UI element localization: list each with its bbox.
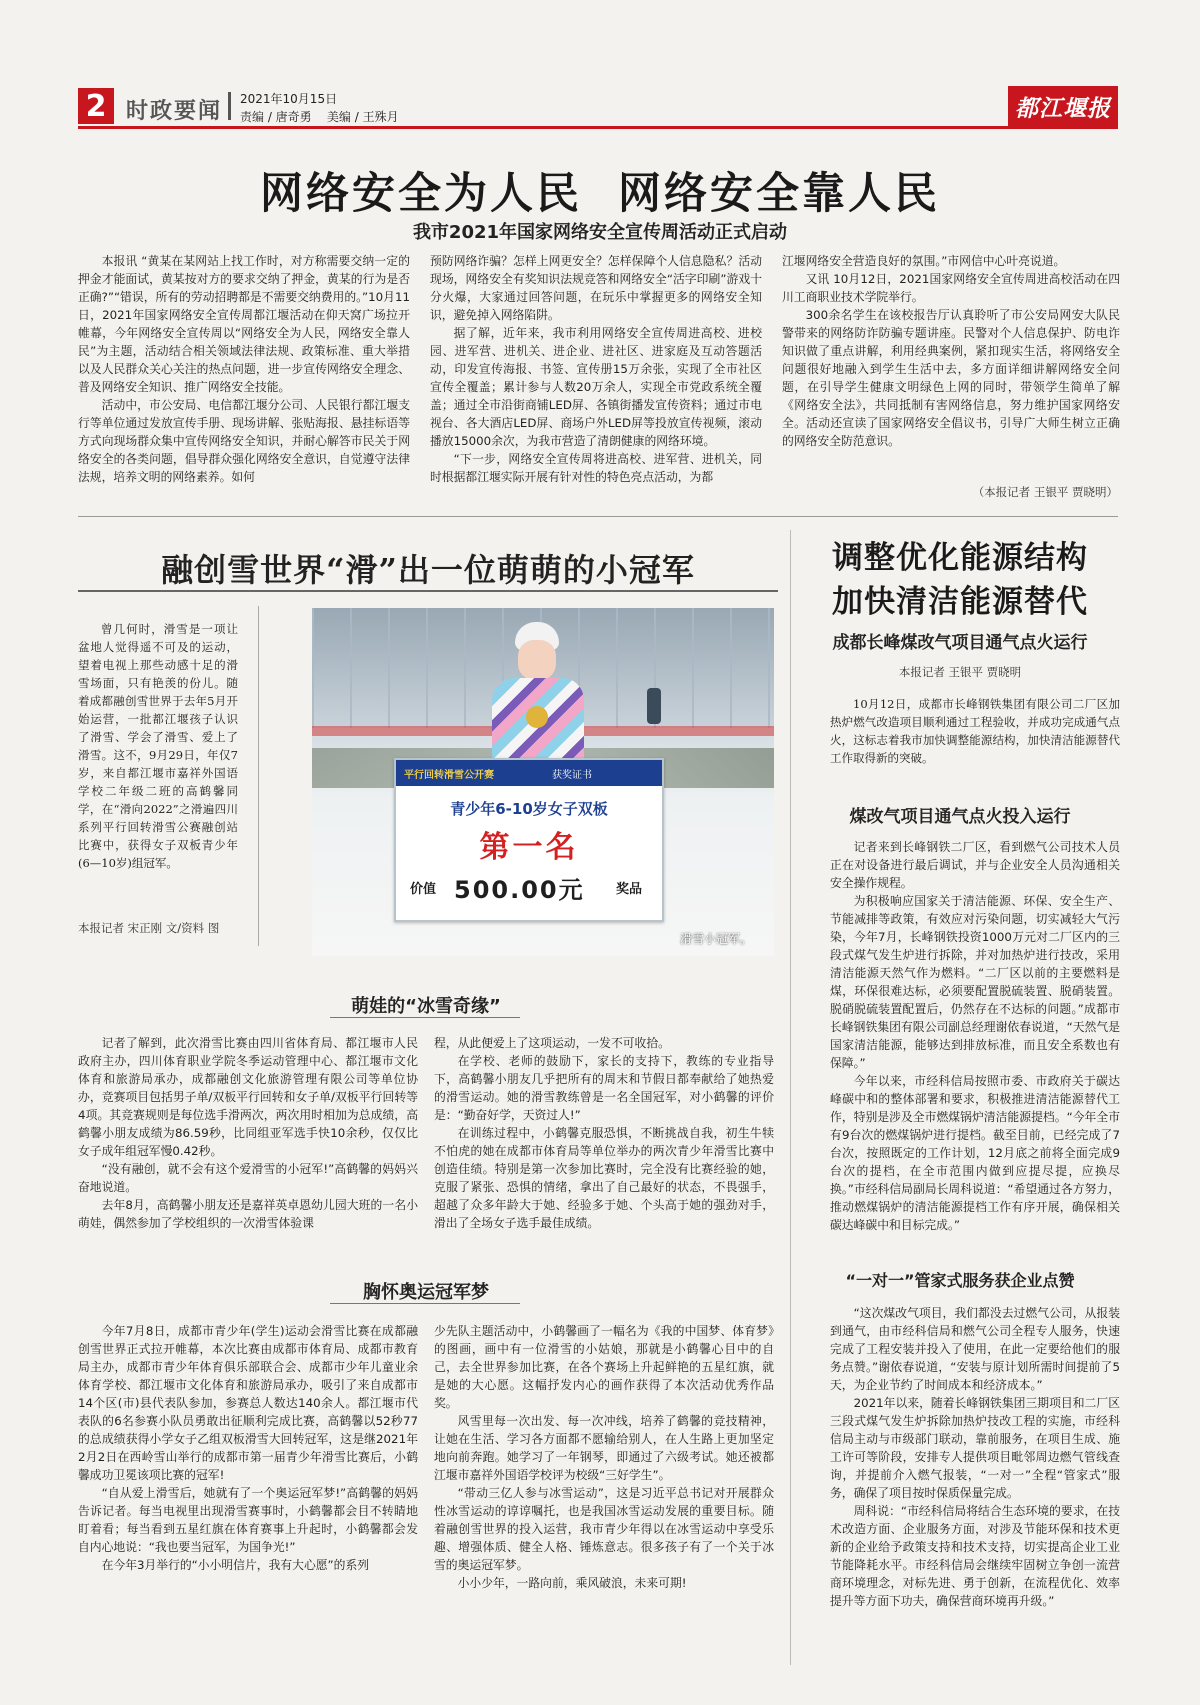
paragraph: 在今年3月举行的“小小明信片，我有大心愿”的系列 bbox=[101, 1558, 370, 1572]
energy-headline bbox=[800, 536, 1120, 624]
ski-subhead-1: 萌娃的“冰雪奇缘” bbox=[351, 996, 501, 1017]
paragraph: 预防网络诈骗？怎样上网更安全？怎样保障个人信息隐私？活动现场，网络安全有奖知识法规竞答和网络安全“活字印刷”游戏十分火爆，大家通过回答问题，在玩乐中掌握更多的网络安全知识，避免掉入网络陷阱。 bbox=[430, 254, 762, 322]
subhead-underline bbox=[330, 1017, 520, 1018]
board-cert: 获奖证书 bbox=[552, 770, 592, 781]
board-group: 青少年6-10岁女子双板 bbox=[450, 800, 608, 818]
paragraph: 记者来到长峰钢铁二厂区，看到燃气公司技术人员正在对设备进行最后调试，并与企业安全人员沟通相关安全操作规程。 bbox=[830, 840, 1120, 890]
ski-s1-column-2 bbox=[434, 1034, 774, 1232]
subhead-underline bbox=[330, 1303, 520, 1304]
paragraph: “自从爱上滑雪后，她就有了一个奥运冠军梦!”高鹤馨的妈妈告诉记者。每当电视里出现滑雪赛事时，小鹤馨都会目不转睛地盯着看；每当看到五星红旗在体育赛事上升起时，小鹤馨都会发自内心地说：“我也要当冠军，为国争光!” bbox=[78, 1486, 418, 1554]
energy-subhead-2: “一对一”管家式服务获企业点赞 bbox=[845, 1271, 1075, 1290]
paragraph: 2021年以来，随着长峰钢铁集团三期项目和二厂区三段式煤气发生炉拆除加热炉技改工程的实施，市经科信局主动与市级部门联动，靠前服务，在项目生成、施工许可等阶段，安排专人提供项目毗邻周边燃气管线查询，并提前介入燃气报装，“一对一”全程“管家式”服务，确保了项目按时保质保量完成。 bbox=[830, 1396, 1120, 1500]
paragraph: 去年8月，高鹤馨小朋友还是嘉祥英卓恩幼儿园大班的一名小萌娃，偶然参加了学校组织的一次滑雪体验课 bbox=[78, 1198, 418, 1230]
section-title: 时政要闻 bbox=[126, 98, 223, 124]
section-divider bbox=[228, 92, 231, 120]
ski-intro: 曾几何时，滑雪是一项让盆地人觉得遥不可及的运动，望着电视上那些动感十足的滑雪场面，只有艳羡的份儿。随着成都融创雪世界于去年5月开始运营，一批都江堰孩子认识了滑雪、学会了滑雪、爱上了滑雪。这不，9月29日，年仅7岁，来自都江堰市嘉祥外国语学校二年级二班的高鹤馨同学，在“滑向2022”之滑遍四川系列平行回转滑雪公赛融创站比赛中，获得女子双板青少年(6—10岁)组冠军。 bbox=[78, 622, 238, 870]
board-value-label: 价值 bbox=[410, 882, 437, 897]
section-rule bbox=[78, 516, 1118, 517]
page-number: 2 bbox=[78, 88, 114, 124]
paragraph: “下一步，网络安全宣传周将进高校、进军营、进机关，同时根据都江堰实际开展有针对性的特色亮点活动，为都 bbox=[430, 452, 762, 484]
paragraph: 记者了解到，此次滑雪比赛由四川省体育局、都江堰市人民政府主办，四川体育职业学院冬季运动管理中心、都江堰市文化体育和旅游局承办，成都融创文化旅游管理有限公司等单位协办，竞赛项目包括男子单/双板平行回转和女子单/双板平行回转等4项。其竞赛规则是每位选手滑两次，两次用时相加为总成绩，高鹤馨小朋友成绩为86.59秒，比同组亚军选手快10余秒，仅仅比女子成年组冠军慢0.42秒。 bbox=[78, 1036, 418, 1158]
vertical-rule bbox=[258, 606, 259, 946]
board-prize: 奖品 bbox=[616, 882, 643, 897]
ski-credit: 本报记者 宋正刚 文/资料 图 bbox=[78, 921, 220, 935]
ski-s2-column-2 bbox=[434, 1322, 774, 1592]
energy-headline-line-2: 加快清洁能源替代 bbox=[832, 584, 1088, 620]
paragraph: “这次煤改气项目，我们都没去过燃气公司，从报装到通气，由市经科信局和燃气公司全程专人服务，快速完成了工程安装并投入了使用，在此一定要给他们的服务点赞。”谢依春说道，“安装与原计划所需时间提前了5天，为企业节约了时间成本和经济成本。” bbox=[830, 1306, 1120, 1392]
photo-caption: 滑雪小冠军。 bbox=[680, 932, 753, 946]
paragraph: 程，从此便爱上了这项运动，一发不可收拾。 bbox=[434, 1036, 670, 1050]
paragraph: 今年以来，市经科信局按照市委、市政府关于碳达峰碳中和的整体部署和要求，积极推进清洁能源替代工作，特别是涉及全市燃煤锅炉清洁能源提档。“今年全市有9台次的燃煤锅炉进行提档。截至目前，已经完成了7台次，按照既定的工作计划，12月底之前将全面完成9台次的提档，在全市范围内做到应提尽提，应换尽换。”市经科信局副局长周科说道：“希望通过各方努力，推动燃煤锅炉的清洁能源提档工作有序开展，确保相关碳达峰碳中和目标完成。” bbox=[830, 1074, 1120, 1232]
prize-board bbox=[394, 758, 664, 922]
ski-s2-column-1 bbox=[78, 1322, 418, 1574]
ski-headline: 融创雪世界“滑”出一位萌萌的小冠军 bbox=[161, 551, 695, 589]
medal bbox=[526, 706, 548, 728]
paragraph: “没有融创，就不会有这个爱滑雪的小冠军!”高鹤馨的妈妈兴奋地说道。 bbox=[78, 1162, 418, 1194]
paragraph: 为积极响应国家关于清洁能源、环保、安全生产、节能减排等政策，有效应对污染问题，切实减轻大气污染，今年7月，长峰钢铁投资1000万元对二厂区内的三段式煤气发生炉进行拆除，并对加热炉进行技改，采用清洁能源天然气作为燃料。“二厂区以前的主要燃料是煤，环保很难达标，必须要配置脱硫装置、脱硝装置。脱硝脱硫装置配置后，仍然存在不达标的问题。”成都市长峰钢铁集团有限公司副总经理谢依春说道，“天然气是国家清洁能源，能够达到排放标准，而且安全系数也有保障。” bbox=[830, 894, 1120, 1070]
lead-subheadline: 我市2021年国家网络安全宣传周活动正式启动 bbox=[412, 222, 788, 243]
lead-column-3 bbox=[782, 252, 1120, 450]
paragraph: 江堰网络安全营造良好的氛围。”市网信中心叶亮说道。 bbox=[782, 254, 1066, 268]
ski-photo bbox=[312, 608, 774, 956]
energy-subhead-1: 煤改气项目通气点火投入运行 bbox=[849, 807, 1071, 827]
ski-headline-rule bbox=[78, 590, 778, 592]
paragraph: 小小少年，一路向前，乘风破浪，未来可期! bbox=[457, 1576, 687, 1590]
energy-byline: 本报记者 王银平 贾晓明 bbox=[898, 665, 1022, 679]
paragraph: 本报讯 “黄某在某网站上找工作时，对方称需要交纳一定的押金才能面试，黄某按对方的要求交纳了押金，黄某的行为是否正确?”“错误，所有的劳动招聘都是不需要交纳费用的。”10月11日，2021年国家网络安全宣传周都江堰活动在仰天窝广场拉开帷幕，今年网络安全宣传周以“网络安全为人民，网络安全靠人民”为主题，活动结合相关领域法律法规、政策标准、重大举措以及人民群众关心关注的热点问题，进一步宣传网络安全理念、普及网络安全知识、推广网络安全技能。 bbox=[78, 254, 410, 394]
lead-byline: （本报记者 王银平 贾晓明） bbox=[972, 485, 1118, 499]
energy-s2-body bbox=[830, 1304, 1120, 1610]
paragraph: 风雪里每一次出发、每一次冲线，培养了鹤馨的竞技精神，让她在生活、学习各方面都不愿输给别人，在人生路上更加坚定地向前奔跑。她学习了一年钢琴，即通过了六级考试。她还被都江堰市嘉祥外国语学校评为校级“三好学生”。 bbox=[434, 1414, 774, 1482]
board-value: 500.00元 bbox=[454, 876, 585, 904]
face bbox=[518, 640, 556, 680]
paragraph: 活动中，市公安局、电信都江堰分公司、人民银行都江堰支行等单位通过发放宣传手册、现场讲解、张贴海报、悬挂标语等方式向现场群众集中宣传网络安全知识，并耐心解答市民关于网络安全的各类问题，倡导群众强化网络安全意识，自觉遵守法律法规，培养文明的网络素养。如何 bbox=[78, 398, 410, 484]
paragraph: 今年7月8日，成都市青少年(学生)运动会滑雪比赛在成都融创雪世界正式拉开帷幕，本次比赛由成都市体育局、成都市教育局主办，成都市青少年体育俱乐部联合会、成都市少年儿童业余体育学校、都江堰市文化体育和旅游局承办，吸引了来自成都市14个区(市)县代表队参加，参赛总人数达140余人。都江堰市代表队的6名参赛小队员勇敢出征顺利完成比赛，高鹤馨以52秒77的总成绩获得小学女子乙组双板滑雪大回转冠军，这是继2021年2月2日在西岭雪山举行的成都市第一届青少年滑雪比赛后，小鹤馨成功卫冕该项比赛的冠军! bbox=[78, 1324, 418, 1482]
paragraph: 在训练过程中，小鹤馨克服恐惧，不断挑战自我，初生牛犊不怕虎的她在成都市体育局等单位举办的两次青少年滑雪比赛中创造佳绩。特别是第一次参加比赛时，完全没有比赛经验的她，克服了紧张、恐惧的情绪，拿出了自己最好的状态，不畏强手，超越了众多年龄大于她、经验多于她、个头高于她的强劲对手，滑出了全场女子选手最佳成绩。 bbox=[434, 1126, 774, 1230]
paper-logo: 都江堰报 bbox=[1008, 86, 1118, 126]
issue-date: 2021年10月15日 bbox=[240, 92, 338, 106]
energy-s1-body bbox=[830, 838, 1120, 1234]
paragraph: 又讯 10月12日，2021国家网络安全宣传周进高校活动在四川工商职业技术学院举行。 bbox=[782, 272, 1120, 304]
lead-headline: 网络安全为人民 网络安全靠人民 bbox=[260, 169, 940, 219]
column-divider bbox=[790, 530, 791, 1665]
lead-column-2 bbox=[430, 252, 762, 486]
lead-column-1 bbox=[78, 252, 410, 486]
paragraph: 少先队主题活动中，小鹤馨画了一幅名为《我的中国梦、体育梦》的图画，画中有一位滑雪的小姑娘，那就是小鹤馨心目中的自己，去全世界参加比赛，在各个赛场上升起鲜艳的五星红旗，就是她的大心愿。这幅抒发内心的画作获得了本次活动优秀作品奖。 bbox=[434, 1324, 774, 1410]
energy-subheadline: 成都长峰煤改气项目通气点火运行 bbox=[832, 633, 1088, 653]
ski-subhead-2: 胸怀奥运冠军梦 bbox=[363, 1282, 489, 1303]
editors-line: 责编 / 唐奇勇 美编 / 王殊月 bbox=[240, 110, 399, 124]
skier-figure bbox=[647, 688, 661, 724]
energy-intro: 10月12日，成都市长峰钢铁集团有限公司二厂区加热炉燃气改造项目顺利通过工程验收，并成功完成通气点火，这标志着我市加快调整能源结构，加快清洁能源替代工作取得新的突破。 bbox=[830, 697, 1120, 765]
board-event: 平行回转滑雪公开赛 bbox=[404, 770, 494, 781]
ski-s1-column-1 bbox=[78, 1034, 418, 1232]
paragraph: 300余名学生在该校报告厅认真聆听了市公安局网安大队民警带来的网络防诈防骗专题讲座。民警对个人信息保护、防电诈知识做了重点讲解，利用经典案例，紧扣现实生活，将网络安全问题很好地融入到学生生活中去，多方面详细讲解网络安全问题，在引导学生健康文明绿色上网的同时，带领学生简单了解《网络安全法》，共同抵制有害网络信息，努力维护国家网络安全。活动还宣读了国家网络安全倡议书，引导广大师生树立正确的网络安全防范意识。 bbox=[782, 308, 1120, 448]
paragraph: 据了解，近年来，我市利用网络安全宣传周进高校、进校园、进军营、进机关、进企业、进社区、进家庭及互动答题活动，印发宣传海报、书签、宣传册15万余张，实现了全市社区宣传全覆盖；累计参与人数20万余人，实现全市党政系统全覆盖；通过全市沿街商铺LED屏、各镇街播发宣传资料；通过市电视台、各大酒店LED屏、商场户外LED屏等投放宣传视频，滚动播放15000余次，为我市营造了清朗健康的网络环境。 bbox=[430, 326, 762, 448]
board-rank: 第一名 bbox=[479, 830, 579, 865]
paragraph: 周科说：“市经科信局将结合生态环境的要求，在技术改造方面、企业服务方面，对涉及节能环保和技术更新的企业给予政策支持和技术支持，切实提高企业工业节能降耗水平。市经科信局会继续牢固树立争创一流营商环境理念，对标先进、勇于创新，在流程优化、效率提升等方面下功夫，确保营商环境再升级。” bbox=[830, 1504, 1120, 1608]
masthead-rule bbox=[78, 126, 1118, 129]
energy-headline-line-1: 调整优化能源结构 bbox=[832, 540, 1088, 576]
paragraph: “带动三亿人参与冰雪运动”，这是习近平总书记对开展群众性冰雪运动的谆谆嘱托，也是我国冰雪运动发展的重要目标。随着融创雪世界的投入运营，我市青少年得以在冰雪运动中享受乐趣、增强体质、健全人格、锤炼意志。很多孩子有了一个关于冰雪的奥运冠军梦。 bbox=[434, 1486, 774, 1572]
paragraph: 在学校、老师的鼓励下，家长的支持下，教练的专业指导下，高鹤馨小朋友几乎把所有的周末和节假日都奉献给了她热爱的滑雪运动。她的滑雪教练曾是一名全国冠军，对小鹤馨的评价是：“勤奋好学，天资过人!” bbox=[434, 1054, 774, 1122]
